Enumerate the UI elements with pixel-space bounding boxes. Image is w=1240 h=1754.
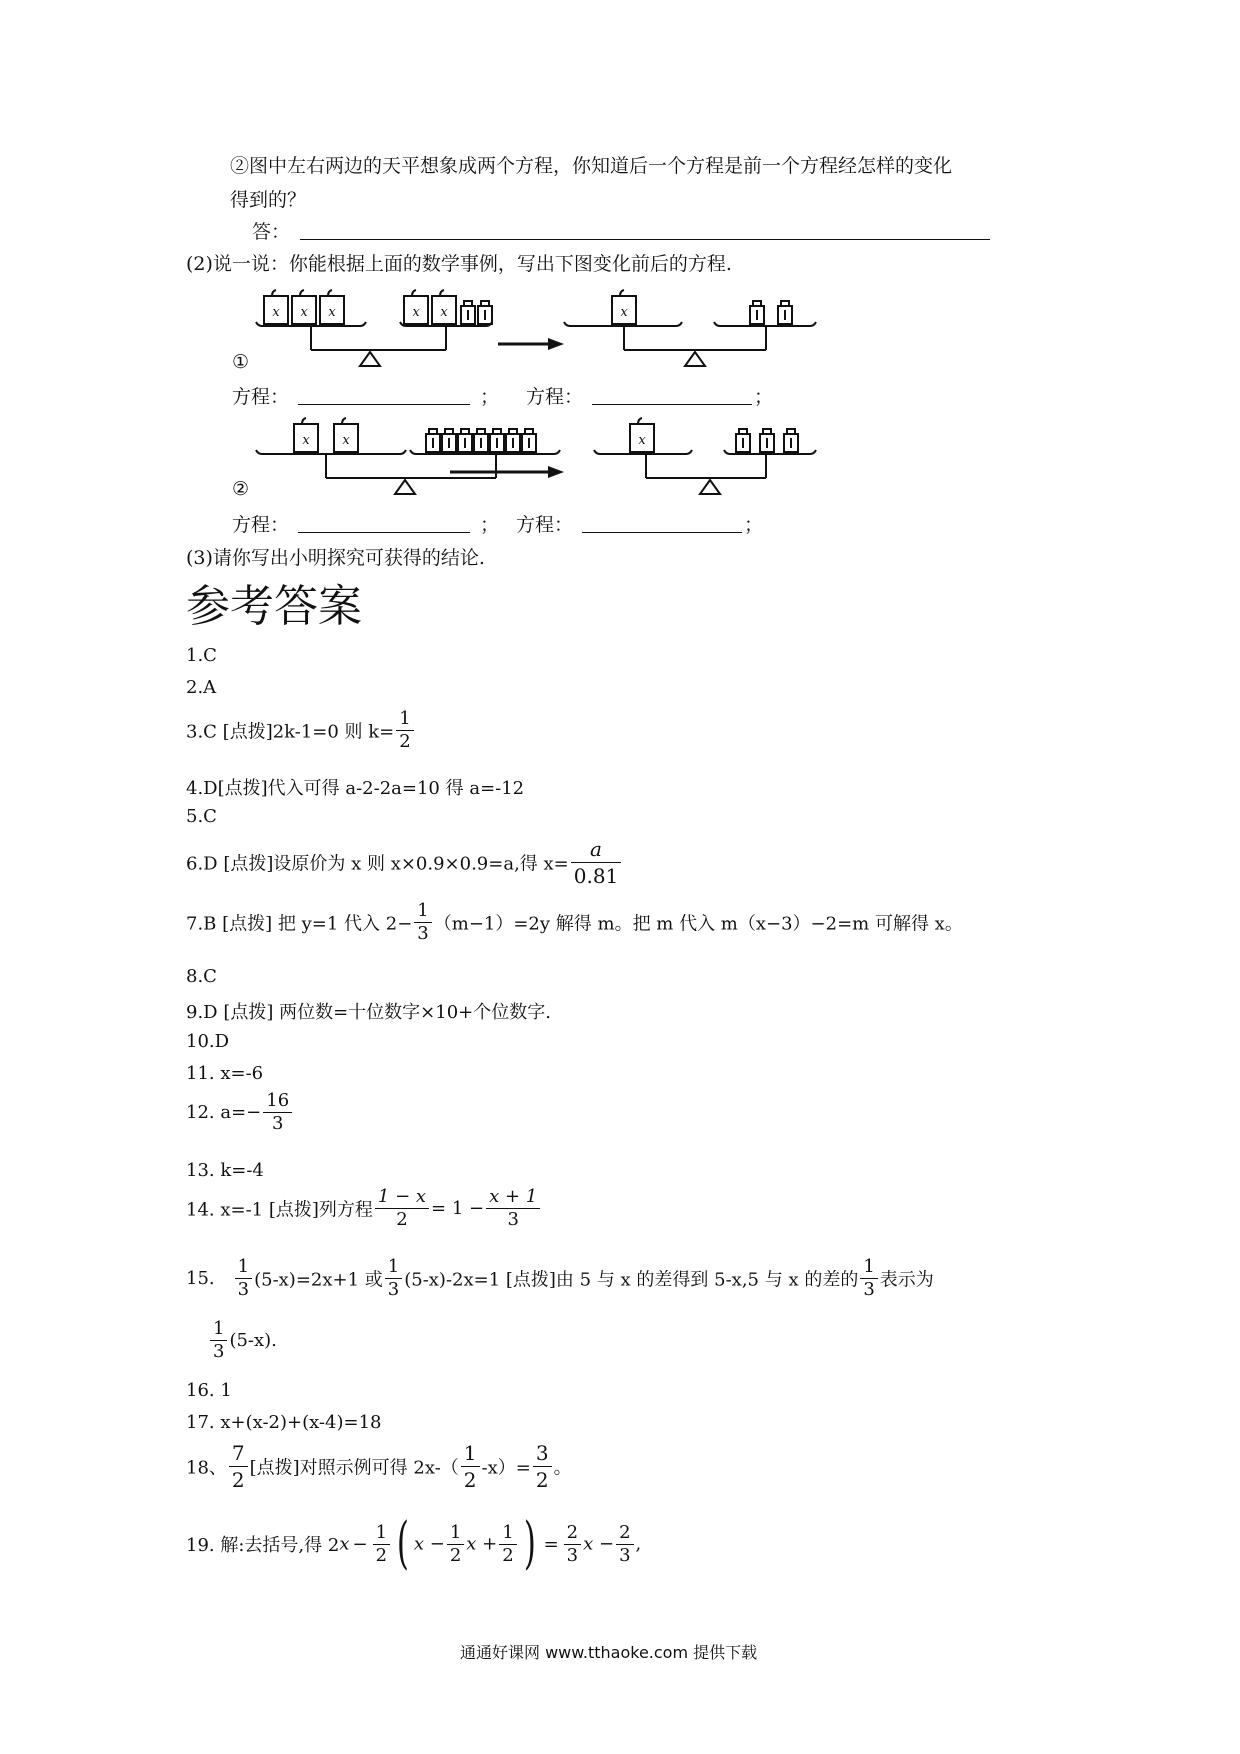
svg-text:x: x — [638, 433, 646, 448]
equation-blank-1b[interactable] — [592, 404, 752, 405]
diagram-1-number: ① — [232, 351, 250, 373]
eq-label-2b: 方程： — [516, 514, 574, 536]
question-2-line2: 得到的？ — [230, 189, 307, 211]
svg-text:x: x — [440, 305, 448, 320]
answer-7: 7.B [点拨] 把 y=1 代入 2− $\frac{1}{3}$ （m−1）=2y 解得 m。把 m 代入 m（x−3）−2=m 可解得 x。 — [186, 900, 963, 944]
answer-13: 13. k=-4 — [186, 1160, 264, 1181]
eq-label-2a: 方程： — [232, 514, 290, 536]
answer-8: 8.C — [186, 966, 217, 987]
answer-10: 10.D — [186, 1031, 230, 1052]
balance-diagram-1 — [250, 286, 830, 370]
answer-19: 19. 解:去括号,得 2x − $\frac{1}{2}$ ( x − $\frac{1}{2}$ x + $\frac{1}{2}$ ) = $\frac{2}{3}$ x − $\frac{2}{3}$ , — [186, 1511, 642, 1576]
part2-prompt: (2)说一说：你能根据上面的数学事例，写出下图变化前后的方程. — [186, 253, 732, 275]
footer-source: 通通好课网 www.tthaoke.com 提供下载 — [460, 1643, 758, 1662]
answer-16: 16. 1 — [186, 1380, 232, 1401]
answers-heading: 参考答案 — [186, 581, 362, 632]
equation-blank-1a[interactable] — [298, 404, 470, 405]
answer-15-cont: $\frac{1}{3}$ (5-x). — [208, 1318, 277, 1363]
equation-blank-2a[interactable] — [298, 532, 470, 533]
svg-text:x: x — [620, 305, 628, 320]
answer-14: 14. x=-1 [点拨]列方程 $\frac{1 - x}{2}$ = 1 − $\frac{x + 1}{3}$ — [186, 1186, 542, 1231]
svg-text:x: x — [302, 433, 310, 448]
part3-prompt: (3)请你写出小明探究可获得的结论. — [186, 547, 485, 569]
balance-diagram-2 — [250, 414, 830, 498]
separator: ； — [744, 514, 764, 536]
answer-label: 答： — [252, 221, 291, 243]
answer-15: 15. $\frac{1}{3}$ (5-x)=2x+1 或 $\frac{1}{3}$ (5-x)-2x=1 [点拨]由 5 与 x 的差得到 5-x,5 与 x 的差的 $\frac{1}{3}$ 表示为 — [186, 1256, 934, 1300]
answer-11: 11. x=-6 — [186, 1063, 264, 1084]
answer-1: 1.C — [186, 645, 217, 666]
answer-blank[interactable] — [300, 239, 990, 240]
equation-blank-2b[interactable] — [582, 532, 742, 533]
svg-text:x: x — [300, 305, 308, 320]
svg-text:x: x — [328, 305, 336, 320]
svg-text:x: x — [342, 433, 350, 448]
answer-6: 6.D [点拨]设原价为 x 则 x×0.9×0.9=a,得 x= $\frac{a}{0.81}$ — [186, 836, 623, 889]
answer-12: 12. a=− $\frac{16}{3}$ — [186, 1090, 294, 1135]
separator: ； — [754, 386, 774, 408]
answer-18: 18、 $\frac{7}{2}$ [点拨]对照示例可得 2x-（ $\frac{1}{2}$ -x）= $\frac{3}{2}$ 。 — [186, 1441, 572, 1492]
eq-label-1b: 方程： — [526, 386, 584, 408]
answer-3: 3.C [点拨]2k-1=0 则 k= $\frac{1}{2}$ — [186, 708, 416, 753]
answer-4: 4.D[点拨]代入可得 a-2-2a=10 得 a=-12 — [186, 778, 525, 799]
svg-text:x: x — [412, 305, 420, 320]
answer-17: 17. x+(x-2)+(x-4)=18 — [186, 1412, 382, 1433]
answer-5: 5.C — [186, 806, 217, 827]
answer-9: 9.D [点拨] 两位数=十位数字×10+个位数字. — [186, 1002, 551, 1023]
svg-text:x: x — [272, 305, 280, 320]
separator: ； — [480, 514, 500, 536]
eq-label-1a: 方程： — [232, 386, 290, 408]
diagram-2-number: ② — [232, 478, 250, 500]
question-2-line1: ②图中左右两边的天平想象成两个方程，你知道后一个方程是前一个方程经怎样的变化 — [230, 155, 953, 177]
answer-2: 2.A — [186, 677, 217, 698]
separator: ； — [480, 386, 500, 408]
